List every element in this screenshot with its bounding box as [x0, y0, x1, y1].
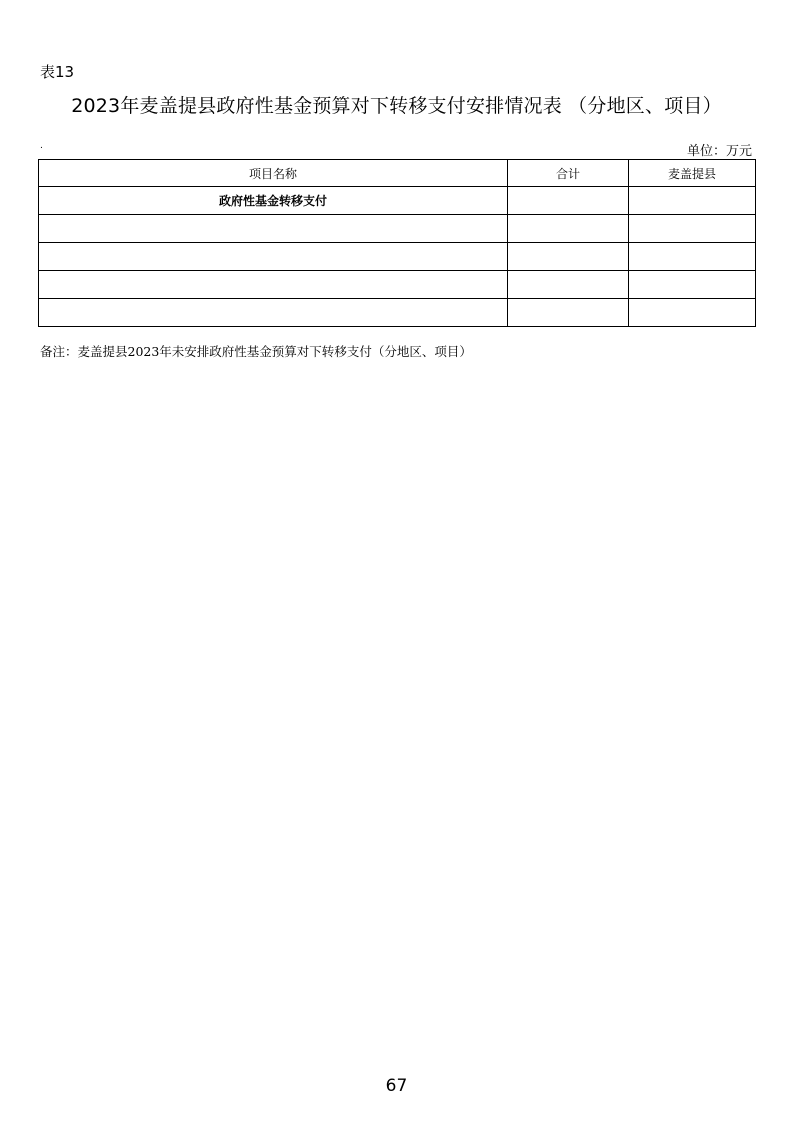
- row-item-name: [39, 215, 508, 243]
- row-county: [629, 299, 756, 327]
- row-total: [508, 271, 629, 299]
- table-header-row: [39, 160, 756, 187]
- row-total: [508, 215, 629, 243]
- column-header-item-name: 项目名称: [39, 160, 508, 187]
- column-header-total: 合计: [508, 160, 629, 187]
- row-county: [629, 187, 756, 215]
- row-total: [508, 243, 629, 271]
- row-item-name: [39, 299, 508, 327]
- table-row: [39, 243, 756, 271]
- row-total: [508, 299, 629, 327]
- table-row: [39, 271, 756, 299]
- row-total: [508, 187, 629, 215]
- table-label: 表13: [40, 63, 75, 81]
- row-county: [629, 271, 756, 299]
- table-row: [39, 187, 756, 215]
- column-header-county: 麦盖提县: [629, 160, 756, 187]
- table-row: [39, 215, 756, 243]
- document-title: 2023年麦盖提县政府性基金预算对下转移支付安排情况表 （分地区、项目）: [71, 95, 722, 117]
- row-item-name: [39, 243, 508, 271]
- page-number: 67: [385, 1076, 408, 1096]
- row-county: [629, 215, 756, 243]
- footnote-remark: 备注：麦盖提县2023年未安排政府性基金预算对下转移支付（分地区、项目）: [40, 344, 472, 359]
- row-county: [629, 243, 756, 271]
- unit-label: 单位：万元: [686, 144, 752, 159]
- row-item-name: [39, 271, 508, 299]
- row-item-name: 政府性基金转移支付: [39, 187, 508, 215]
- table-row: [39, 299, 756, 327]
- dot-mark: .: [40, 141, 43, 151]
- transfer-payment-table: [38, 159, 756, 327]
